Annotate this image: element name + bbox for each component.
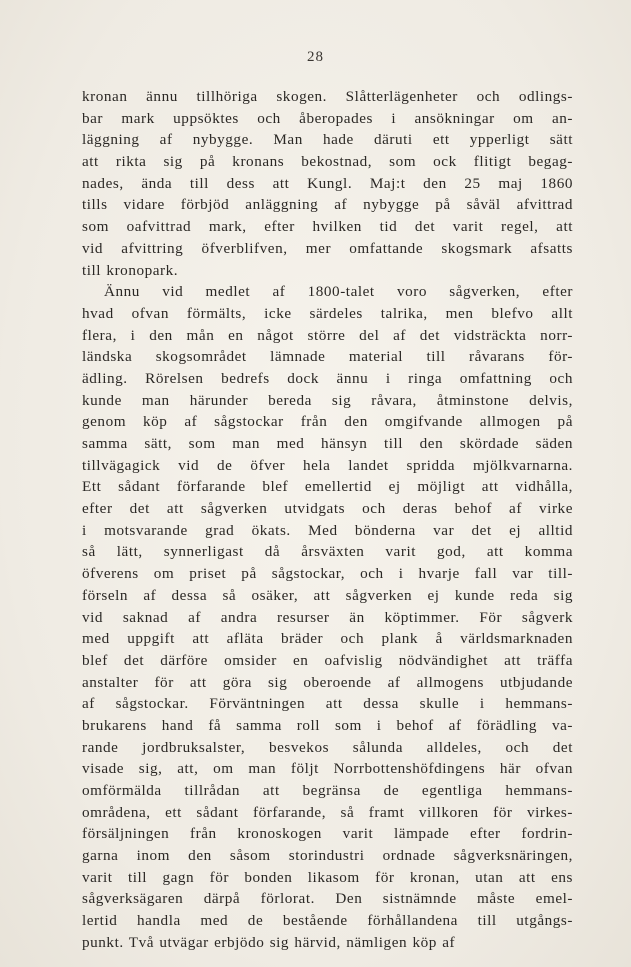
text-line: som oafvittrad mark, efter hvilken tid det varit regel, att [82, 218, 573, 236]
text-line: blef det därföre omsider en oafvislig nödvändighet att träffa [82, 651, 573, 669]
text-line: sågverksägaren därpå förlorat. Den sistnämnde måste emel- [82, 890, 573, 908]
text-line: hvad ofvan förmälts, icke särdeles talrika, men blefvo allt [82, 304, 573, 322]
text-line: brukarens hand få samma roll som i behof af förädling va- [82, 716, 573, 734]
text-line: ädling. Rörelsen bedrefs dock ännu i ringa omfattning och [82, 369, 573, 387]
text-line: Ett sådant förfarande blef emellertid ej möjligt att vidhålla, [82, 478, 573, 496]
text-line: omförmälda tillrådan att begränsa de egentliga hemmans- [82, 782, 573, 799]
text-line: vid afvittring öfverblifven, mer omfattande skogsmark afsatts [82, 239, 573, 257]
text-line: så lätt, synnerligast då årsväxten varit god, att komma [82, 543, 573, 561]
text-line: rande jordbruksalster, besvekos sålunda alldeles, och det [82, 738, 573, 756]
text-line: i motsvarande grad ökats. Med bönderna var det ej alltid [82, 521, 573, 539]
text-line: varit till gagn för bonden likasom för kronan, utan att ens [82, 868, 573, 886]
body-text [82, 86, 573, 954]
text-line: samma sätt, som man med hänsyn till den skördade säden [82, 435, 573, 452]
text-line: öfverens om priset på sågstockar, och i hvarje fall var till- [82, 565, 573, 583]
text-line: kunde man härunder bereda sig råvara, åtminstone delvis, [82, 391, 573, 409]
text-line: nades, ända till dess att Kungl. Maj:t den 25 maj 1860 [82, 174, 573, 192]
text-line: förseln af dessa så osäker, att sågverken ej kunde reda sig [82, 586, 573, 604]
text-line: ländska skogsområdet lämnade material till råvarans för- [82, 348, 573, 366]
text-line: till kronopark. [82, 261, 179, 279]
text-line: tills vidare förbjöd anläggning af nybygge på såväl afvittrad [82, 196, 573, 214]
text-line: bar mark uppsöktes och åberopades i ansökningar om an- [82, 109, 573, 127]
text-line: vid saknad af andra resurser än köptimmer. För sågverk [82, 608, 573, 626]
text-line: visade sig, att, om man följt Norrbottenshöfdingens här ofvan [82, 760, 573, 778]
text-line: kronan ännu tillhöriga skogen. Slåtterlägenheter och odlings- [82, 88, 573, 105]
text-line: af sågstockar. Förväntningen att dessa skulle i hemmans- [82, 695, 573, 713]
paragraph-2 [82, 281, 573, 953]
text-line: garna inom den såsom storindustri ordnade sågverksnäringen, [82, 847, 573, 865]
text-line: anstalter för att göra sig oberoende af allmogens utbjudande [82, 673, 573, 691]
paragraph-1 [82, 86, 573, 281]
text-line: att rikta sig på kronans bekostnad, som ock flitigt begag- [82, 153, 573, 171]
text-line: lertid handla med de bestående förhållandena till utgångs- [82, 912, 573, 930]
text-line: Ännu vid medlet af 1800-talet voro sågverken, efter [104, 283, 573, 301]
text-line: punkt. Två utvägar erbjödo sig härvid, nämligen köp af [82, 933, 456, 951]
text-line: tillvägagick vid de öfver hela landet spridda mjölkvarnarna. [82, 456, 573, 474]
text-line: genom köp af sågstockar från den omgifvande allmogen på [82, 413, 573, 431]
text-line: läggning af nybygge. Man hade däruti ett ypperligt sätt [82, 131, 573, 149]
page-number: 28 [307, 49, 324, 65]
text-line: efter det att sågverken utvidgats och deras behof af virke [82, 500, 573, 518]
text-line: försäljningen från kronoskogen varit lämpade efter fordrin- [82, 825, 573, 843]
text-line: flera, i den mån en något större del af det vidsträckta norr- [82, 326, 573, 344]
text-line: områdena, ett sådant förfarande, så framt villkoren för virkes- [82, 803, 573, 821]
text-line: med uppgift att afläta bräder och plank å världsmarknaden [82, 630, 573, 648]
